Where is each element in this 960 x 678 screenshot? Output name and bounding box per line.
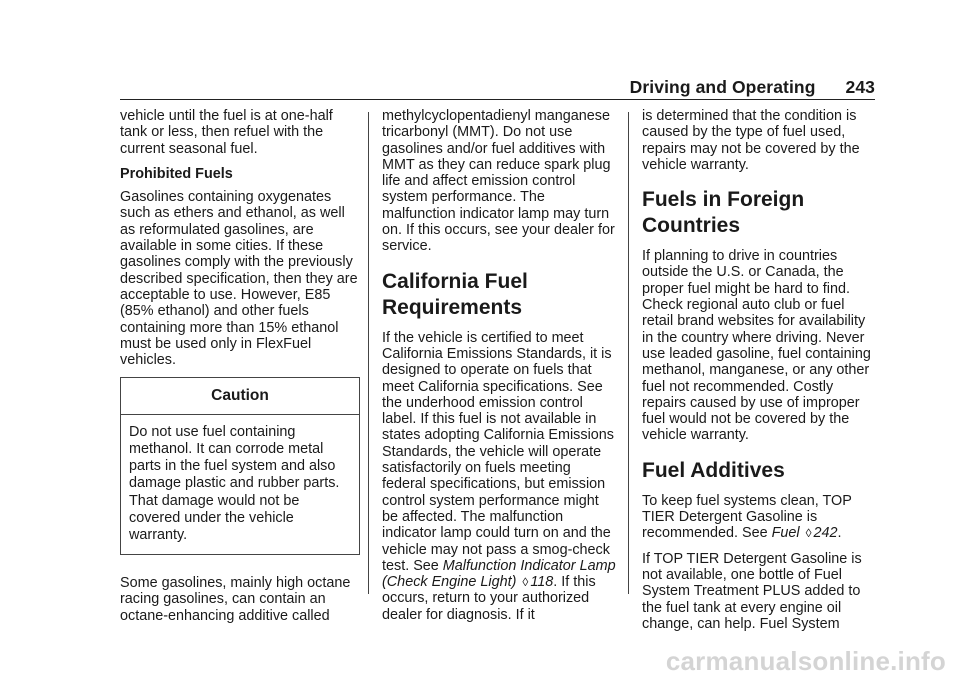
page-ref-number[interactable]: 242 [813,525,838,542]
column-3 [642,108,876,632]
caution-text: Do not use fuel containing methanol. It can corrode metal parts in the fuel system and also damage plastic and rubber parts. That damage would not be covered under the vehicle warranty. [129,423,340,543]
paragraph: If planning to drive in countries outside the U.S. or Canada, the proper fuel might be hard to find. Check regional auto club or fuel retail brand websites for availability in the country where driving. Never use leaded gasoline, fuel containing methanol, manganese, or any other fuel not recommended. Costly repairs caused by use of improper fuel would not be covered by the vehicle warranty. [642,248,871,444]
subheading-prohibited-fuels: Prohibited Fuels [120,165,233,182]
page-ref-icon: ◊ [522,575,529,590]
section-title: Driving and Operating [629,77,816,97]
caution-title: Caution [121,378,359,414]
paragraph-text: To keep fuel systems clean, TOP TIER Detergent Gasoline is recommended. See [642,492,852,542]
paragraph-text: If the vehicle is certified to meet California Emissions Standards, it is designed to operate on fuels that meet California specifications. See the underhood emission control label. If this fuel is not available in states adopting California Emissions Standards, the vehicle will operate satisfactorily on fuels meeting federal specifications, but emission control system performance might be affected. The malfunction indicator lamp could turn on and the vehicle may not pass a smog-check test. See [382,329,614,574]
header-rule [120,99,875,100]
paragraph: methylcyclopentadienyl manganese tricarbonyl (MMT). Do not use gasolines and/or fuel additives with MMT as they can reduce spark plug life and affect emission control system performance. The malfunction indicator lamp may turn on. If this occurs, see your dealer for service. [382,108,615,255]
column-divider-left [368,112,369,594]
fuel-link[interactable]: Fuel [771,525,800,542]
paragraph: If TOP TIER Detergent Gasoline is not available, one bottle of Fuel System Treatment PLUS added to the fuel tank at every engine oil change, can help. Fuel System [642,550,862,632]
column-divider-right [628,112,629,594]
page-header [120,70,875,98]
heading-california-fuel-requirements: California Fuel Requirements [382,269,528,319]
page-ref-number[interactable]: 118 [530,574,554,591]
heading-fuels-in-foreign-countries: Fuels in Foreign Countries [642,188,805,238]
heading-fuel-additives: Fuel Additives [642,458,785,482]
paragraph-text: . If this occurs, return to your authorized dealer for diagnosis. If it [382,574,596,623]
watermark: carmanualsonline.info [665,646,946,676]
paragraph: Some gasolines, mainly high octane racing gasolines, can contain an octane-enhancing additive called [120,575,351,624]
column-2 [382,108,618,623]
paragraph [382,330,618,623]
caution-box [120,377,360,555]
paragraph: Gasolines containing oxygenates such as ethers and ethanol, as well as reformulated gasolines, are available in some cities. If these gasolines comply with the previously described specification, then they are acceptable to use. However, E85 (85% ethanol) and other fuels containing more than 15% ethanol must be used only in FlexFuel vehicles. [120,189,358,369]
paragraph: vehicle until the fuel is at one-half tank or less, then refuel with the current seasonal fuel. [120,108,333,157]
column-1 [120,108,360,624]
malfunction-indicator-link[interactable]: Malfunction Indicator Lamp (Check Engine Light) [382,557,616,591]
page-ref-icon: ◊ [805,526,812,541]
paragraph: is determined that the condition is caused by the type of fuel used, repairs may not be covered by the vehicle warranty. [642,108,860,173]
paragraph [642,493,876,542]
page-number: 243 [845,77,875,97]
paragraph-text: . [837,525,842,542]
